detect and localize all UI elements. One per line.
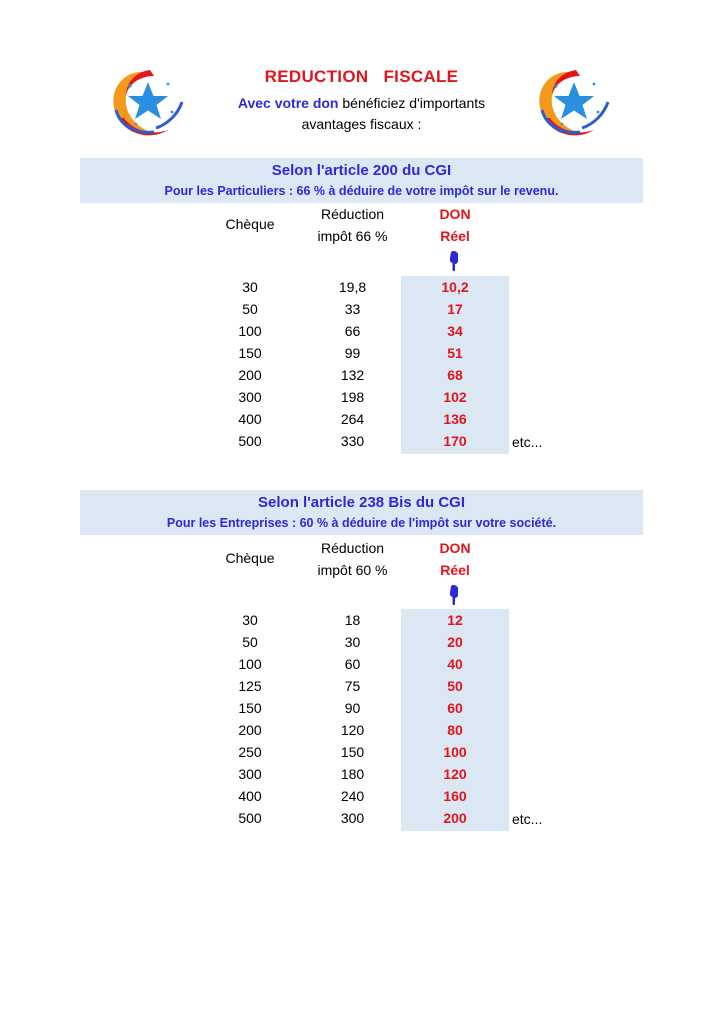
cell-cheque: 200	[238, 722, 262, 738]
cell-cheque: 125	[238, 678, 262, 694]
logo-etoiles-bleues-left	[106, 66, 190, 140]
cell-reduction: 150	[340, 744, 365, 760]
cell-don-reel: 170	[443, 433, 467, 449]
column-header-reduction-line2: impôt 66 %	[317, 228, 388, 244]
cell-reduction: 75	[344, 678, 361, 694]
cell-cheque: 50	[242, 301, 258, 317]
column-header-don-line1: DON	[439, 206, 471, 222]
cell-reduction: 66	[344, 323, 361, 339]
cell-reduction: 99	[344, 345, 361, 361]
cell-don-reel: 50	[447, 678, 463, 694]
cell-don-reel: 200	[443, 810, 467, 826]
cell-don-reel: 34	[447, 323, 463, 339]
table-row	[0, 742, 723, 764]
cell-don-reel: 100	[443, 744, 467, 760]
cell-cheque: 150	[238, 345, 262, 361]
table-row	[0, 431, 723, 453]
table-row	[0, 654, 723, 676]
table-row	[0, 632, 723, 654]
cell-reduction: 330	[340, 433, 365, 449]
cell-reduction: 198	[340, 389, 365, 405]
column-header-reduction	[305, 203, 400, 247]
table-particuliers	[0, 277, 723, 453]
table-row	[0, 720, 723, 742]
cell-reduction: 90	[344, 700, 361, 716]
cell-don-reel: 10,2	[441, 279, 469, 295]
section-entreprises-header	[80, 490, 643, 535]
cell-cheque: 250	[238, 744, 262, 760]
cell-don-reel: 136	[443, 411, 467, 427]
cell-don-reel: 51	[447, 345, 463, 361]
column-header-reduction-line2: impôt 60 %	[317, 562, 388, 578]
cell-don-reel: 68	[447, 367, 463, 383]
table-row	[0, 808, 723, 830]
table-row	[0, 786, 723, 808]
cell-cheque: 100	[238, 656, 262, 672]
page-title: REDUCTION FISCALE	[264, 67, 459, 86]
section-subheading: Pour les Entreprises : 60 % à déduire de l'impôt sur votre société.	[166, 516, 557, 530]
cell-reduction: 240	[340, 788, 365, 804]
cell-cheque: 30	[242, 612, 258, 628]
cell-cheque: 400	[238, 411, 262, 427]
table-row	[0, 387, 723, 409]
cell-reduction: 30	[344, 634, 361, 650]
cell-reduction: 18	[344, 612, 361, 628]
subtitle-line-2: avantages fiscaux :	[301, 116, 422, 132]
table-row	[0, 365, 723, 387]
cell-cheque: 500	[238, 433, 262, 449]
column-header-don	[410, 537, 500, 581]
cell-cheque: 30	[242, 279, 258, 295]
cell-don-reel: 60	[447, 700, 463, 716]
cell-reduction: 300	[340, 810, 365, 826]
cell-reduction: 132	[340, 367, 365, 383]
cell-reduction: 180	[340, 766, 365, 782]
table-row	[0, 610, 723, 632]
cell-reduction: 33	[344, 301, 361, 317]
column-header-reduction	[305, 537, 400, 581]
cell-don-reel: 102	[443, 389, 467, 405]
subtitle-highlight: Avec votre don	[237, 95, 339, 111]
section-subheading: Pour les Particuliers : 66 % à déduire de votre impôt sur le revenu.	[164, 184, 559, 198]
cell-don-reel: 40	[447, 656, 463, 672]
etc-note: etc...	[512, 811, 543, 827]
section-particuliers-header	[80, 158, 643, 203]
column-header-cheque: Chèque	[225, 550, 275, 566]
table-row	[0, 343, 723, 365]
section-heading: Selon l'article 238 Bis du CGI	[258, 494, 465, 511]
table-row	[0, 698, 723, 720]
cell-reduction: 19,8	[338, 279, 367, 295]
column-header-reduction-line1: Réduction	[320, 206, 385, 222]
cell-cheque: 50	[242, 634, 258, 650]
cell-cheque: 200	[238, 367, 262, 383]
table-entreprises	[0, 610, 723, 830]
cell-don-reel: 17	[447, 301, 463, 317]
cell-reduction: 264	[340, 411, 365, 427]
pointing-hand-down-icon	[447, 584, 461, 606]
cell-don-reel: 160	[443, 788, 467, 804]
table-row	[0, 676, 723, 698]
column-header-don-line2: Réel	[440, 228, 470, 244]
cell-don-reel: 20	[447, 634, 463, 650]
subtitle-text: bénéficiez d'importants	[338, 95, 486, 111]
cell-cheque: 500	[238, 810, 262, 826]
cell-cheque: 300	[238, 389, 262, 405]
cell-don-reel: 12	[447, 612, 463, 628]
etc-note: etc...	[512, 434, 543, 450]
logo-etoiles-bleues-right	[532, 66, 616, 140]
column-header-don-line1: DON	[439, 540, 471, 556]
column-header-don	[410, 203, 500, 247]
table-row	[0, 321, 723, 343]
table-row	[0, 409, 723, 431]
cell-cheque: 300	[238, 766, 262, 782]
section-heading: Selon l'article 200 du CGI	[271, 162, 452, 179]
cell-reduction: 120	[340, 722, 365, 738]
cell-cheque: 400	[238, 788, 262, 804]
cell-reduction: 60	[344, 656, 361, 672]
column-header-reduction-line1: Réduction	[320, 540, 385, 556]
cell-don-reel: 120	[443, 766, 467, 782]
table-row	[0, 277, 723, 299]
column-header-don-line2: Réel	[440, 562, 470, 578]
cell-cheque: 150	[238, 700, 262, 716]
cell-cheque: 100	[238, 323, 262, 339]
pointing-hand-down-icon	[447, 250, 461, 272]
table-row	[0, 764, 723, 786]
column-header-cheque: Chèque	[225, 216, 275, 232]
cell-don-reel: 80	[447, 722, 463, 738]
table-row	[0, 299, 723, 321]
